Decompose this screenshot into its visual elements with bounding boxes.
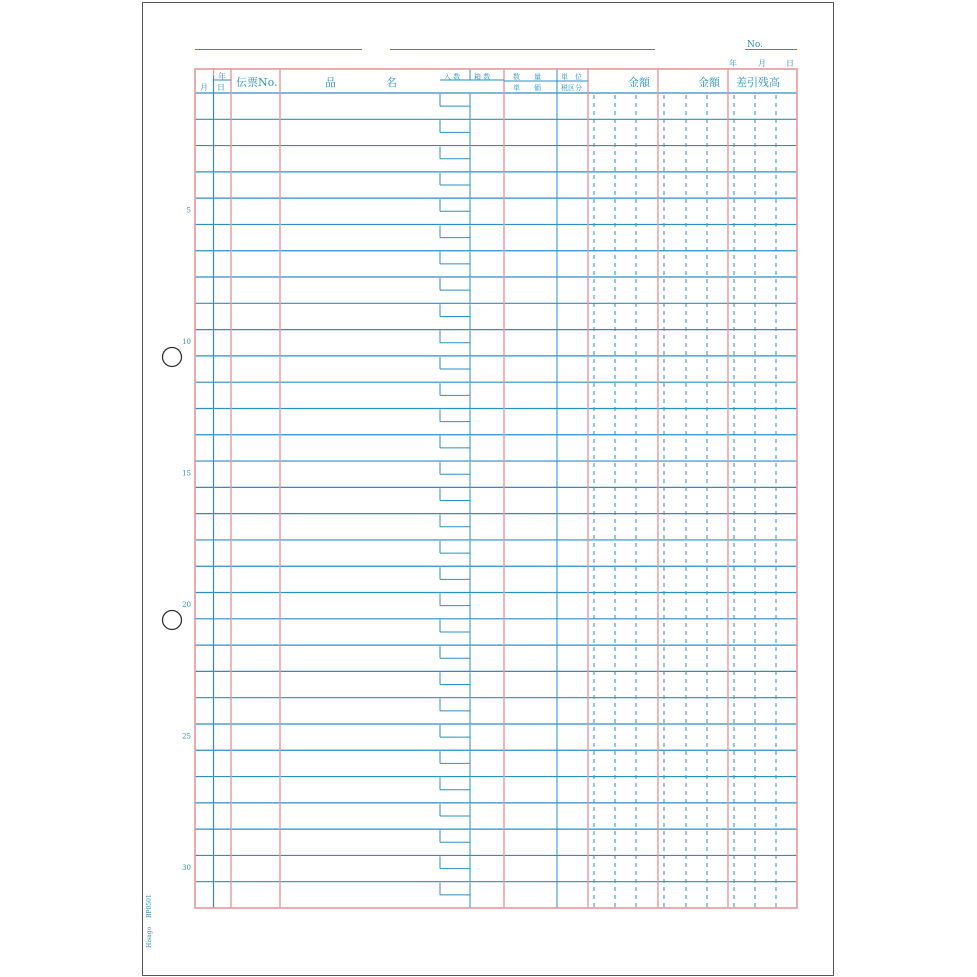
col-header-amount-1: 金額 — [628, 76, 650, 89]
row-markers — [182, 207, 191, 872]
row-marker-20: 20 — [182, 600, 191, 609]
publisher-name: Hisago — [146, 926, 153, 948]
col-header-balance: 差引残高 — [736, 76, 780, 89]
row-marker-5: 5 — [186, 206, 191, 215]
col-header-slip-no: 伝票No. — [236, 76, 278, 89]
binder-hole-top — [163, 348, 182, 367]
col-header-tax-class: 税区分 — [561, 84, 582, 92]
col-header-irisu: 入 数 — [444, 73, 461, 81]
row-marker-25: 25 — [182, 732, 191, 741]
col-header-unit: 単 位 — [561, 73, 582, 81]
row-marker-15: 15 — [182, 469, 191, 478]
col-header-item-name-2: 名 — [386, 76, 397, 89]
col-header-month: 月 — [200, 83, 208, 92]
row-marker-30: 30 — [182, 863, 191, 872]
col-header-hakosu: 箱 数 — [474, 73, 491, 81]
col-header-amount-2: 金額 — [698, 76, 720, 89]
col-header-quantity: 数 量 — [513, 73, 541, 81]
header-date-year: 年 — [729, 59, 737, 68]
col-header-unit-price: 単 価 — [513, 84, 541, 92]
col-header-year: 年 — [218, 72, 226, 81]
header-date-day: 日 — [786, 59, 794, 68]
col-header-day: 日 — [217, 83, 225, 92]
row-marker-10: 10 — [182, 338, 191, 347]
binder-hole-bottom — [163, 611, 182, 630]
ledger-grid — [195, 69, 797, 908]
header-date-month: 月 — [758, 59, 766, 68]
col-header-item-name-1: 品 — [325, 76, 336, 89]
publisher-mark — [146, 894, 153, 948]
header-no-label: No. — [747, 40, 763, 50]
publisher-code: BP0501 — [146, 894, 153, 918]
